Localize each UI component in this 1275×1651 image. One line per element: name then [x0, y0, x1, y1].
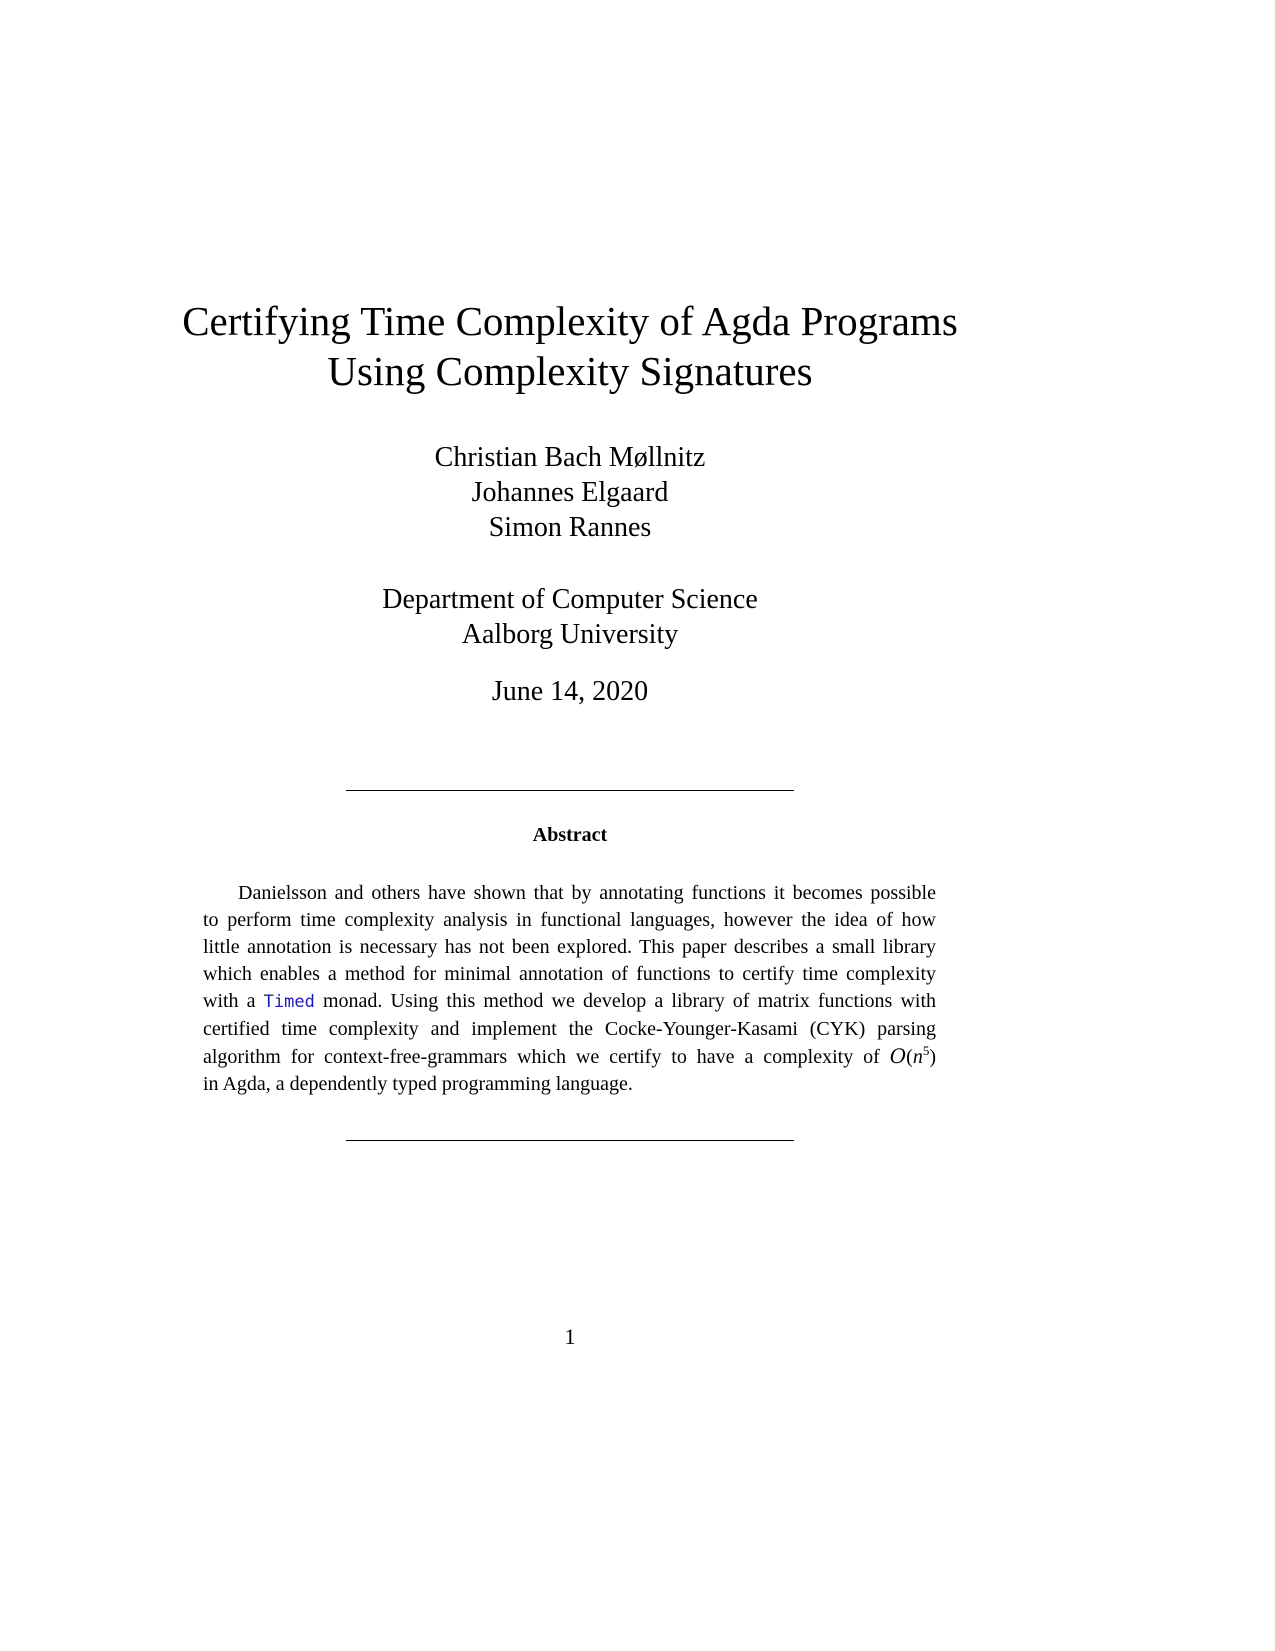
abstract-line: in Agda, a dependently typed programming language. [203, 1073, 633, 1095]
abstract-line: which enables a method for minimal annotation of functions to certify time complexity [203, 963, 936, 985]
big-o-paren: ) [929, 1046, 936, 1068]
abstract-line: Danielsson and others have shown that by annotating functions it becomes possible [238, 882, 936, 904]
abstract-text: with a [203, 990, 264, 1012]
abstract-top-rule [346, 790, 794, 791]
big-o-symbol: O [889, 1044, 907, 1068]
timed-code-term: Timed [263, 992, 315, 1012]
big-o-notation [889, 1043, 936, 1068]
abstract-bottom-rule [346, 1140, 794, 1141]
publication-date: June 14, 2020 [491, 676, 649, 707]
author-name: Johannes Elgaard [471, 477, 669, 508]
abstract-body [203, 880, 936, 1098]
big-o-paren: ( [906, 1046, 913, 1068]
author-name: Simon Rannes [488, 512, 652, 543]
page-number: 1 [564, 1324, 576, 1349]
abstract-line [203, 988, 936, 1016]
title-line-1: Certifying Time Complexity of Agda Programs [182, 298, 958, 344]
affiliation [0, 582, 1140, 652]
abstract-line: certified time complexity and implement the Cocke-Younger-Kasami (CYK) parsing [203, 1018, 936, 1040]
department: Department of Computer Science [382, 584, 758, 615]
abstract-line [203, 1043, 936, 1071]
title-line-2: Using Complexity Signatures [327, 348, 813, 394]
abstract-line: little annotation is necessary has not been explored. This paper describes a small library [203, 936, 936, 958]
abstract-text: algorithm for context-free-grammars which we certify to have a complexity of [203, 1046, 890, 1068]
author-name: Christian Bach Møllnitz [434, 442, 706, 473]
abstract-heading: Abstract [532, 824, 608, 846]
author-list [0, 440, 1140, 545]
university: Aalborg University [461, 619, 679, 650]
paper-title [0, 296, 1140, 396]
abstract-text: monad. Using this method we develop a library of matrix functions with [314, 990, 937, 1012]
big-o-variable: n [912, 1046, 923, 1068]
abstract-line: to perform time complexity analysis in functional languages, however the idea of how [203, 909, 936, 931]
big-o-exponent: 5 [922, 1043, 930, 1058]
